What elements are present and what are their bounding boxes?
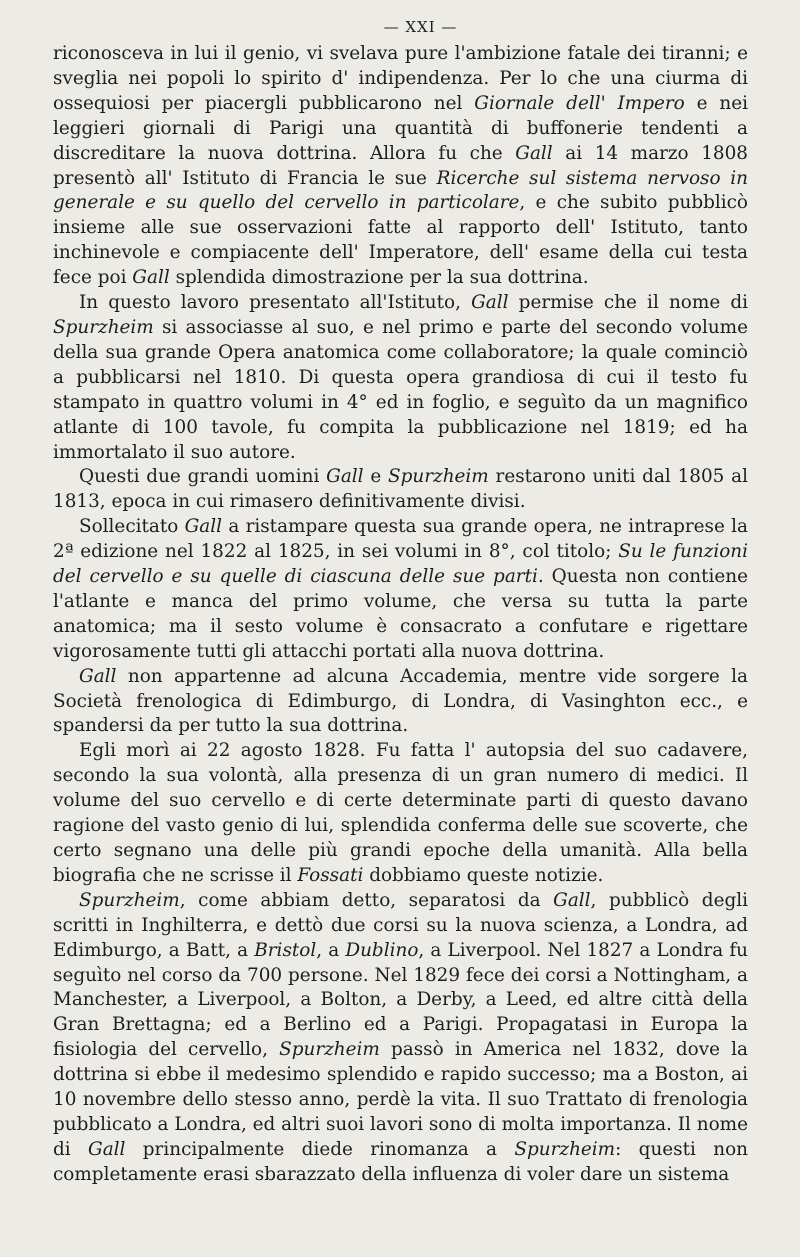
italic-text: Dublino	[345, 939, 419, 961]
text-run: non appartenne ad alcuna Accademia, mentre vide sorgere la Società frenologica di Edimburgo, di Londra, di Vasinghton ecc., e spandersi da per tutto la sua dottrina.	[53, 665, 748, 737]
text-run: e nei leggieri giornali di Parigi una quantità di buffonerie tendenti a discreditare la nuova dottrina. Allora fu che	[53, 92, 749, 164]
italic-text: Spurzheim	[514, 1138, 616, 1160]
italic-text: Gall	[184, 516, 223, 538]
paragraph	[53, 665, 748, 740]
italic-text: Ricerche sul sistema nervoso in generale e su quello del cervello in particolare	[53, 167, 748, 214]
text-run: Questa non contiene l'atlante e manca del primo volume, che versa su tutta la parte anatomica; ma il sesto volume è consacrato a confutare e rigettare vigorosamente tutti gli attacchi portati alla nuova dottrina.	[53, 566, 748, 662]
text-run: e	[363, 466, 388, 488]
italic-text: Gall	[471, 292, 509, 314]
italic-text: Su le funzioni del cervello e su quelle di ciascuna delle sue parti.	[53, 541, 749, 588]
text-run: si associasse al suo, e nel primo e parte del secondo volume della sua grande Opera anatomica come collaboratore; la quale cominciò a pubblicarsi nel 1810. Di questa opera grandiosa di cui il testo fu stampato in quattro volumi in 4° ed in foglio, e seguìto da un magnifico atlante di 100 tavole, fu compita la pubblicazione nel 1819; ed ha immortalato il suo autore.	[53, 316, 748, 463]
italic-text: Gall	[326, 466, 364, 488]
text-run: riconosceva in lui il genio, vi svelava pure l'ambizione fatale dei tiranni; e sveglia nei popoli lo spirito d' indipendenza. Per lo che una ciurma di ossequiosi per piacergli pubblicarono nel	[53, 43, 748, 114]
paragraph	[53, 42, 748, 291]
italic-text: Spurzheim	[279, 1039, 380, 1061]
italic-text: Gall	[515, 142, 553, 164]
text-run: Egli morì ai 22 agosto 1828. Fu fatta l' autopsia del suo cadavere, secondo la sua volontà, alla presenza di un gran numero di medici. Il volume del suo cervello e di certe determinate parti di questo davano ragione del vasto genio di lui, splendida conferma delle sue scoverte, che certo segnano una delle più grandi epoche della umanità. Alla bella biografia che ne scrisse il	[53, 740, 748, 886]
text-run: ai 14 marzo 1808 presentò all' Istituto di Francia le sue	[53, 142, 749, 189]
body-text	[53, 42, 748, 1188]
italic-text: Giornale dell' Impero	[474, 92, 685, 114]
text-run: , pubblicò degli scritti in Inghilterra, e dettò due corsi su la nuova scienza, a Londra, ad Edimburgo, a Batt, a	[53, 889, 748, 961]
text-run: passò in America nel 1832, dove la dottrina si ebbe il medesimo splendido e rapido successo; ma a Boston, ai 10 novembre dello stesso anno, perdè la vita. Il suo Trattato di frenologia pubblicato a Londra, ed altri suoi lavori sono di molta importanza. Il nome di	[53, 1039, 748, 1160]
italic-text: Spurzheim	[79, 889, 180, 911]
italic-text: Bristol	[254, 939, 317, 961]
paragraph	[53, 739, 748, 888]
italic-text: Gall	[79, 665, 117, 687]
text-run: , e che subito pubblicò insieme alle sue osservazioni fatte al rapporto dell' Istituto, tanto inchinevole e compiacente dell' Imperatore, dell' esame della cui testa fece poi	[53, 192, 748, 289]
italic-text: Gall	[88, 1138, 126, 1160]
text-run: , come abbiam detto, separatosi da	[179, 889, 554, 911]
italic-text: Spurzheim	[388, 466, 489, 488]
text-run: Questi due grandi uomini	[79, 466, 327, 488]
italic-text: Fossati	[297, 864, 364, 886]
italic-text: Gall	[553, 889, 591, 911]
text-run: dobbiamo queste notizie.	[363, 864, 604, 886]
paragraph	[53, 515, 748, 664]
text-run: , a Liverpool. Nel 1827 a Londra fu seguìto nel corso da 700 persone. Nel 1829 fece dei corsi a Nottingham, a Manchester, a Liverpool, a Bolton, a Derby, a Leed, ed altre città della Gran Brettagna; ed a Berlino ed a Parigi. Propagatasi in Europa la fisiologia del cervello,	[53, 939, 748, 1061]
text-run: : questi non completamente erasi sbarazzato della influenza di voler dare un sistema	[53, 1138, 748, 1185]
text-run: principalmente diede rinomanza a	[125, 1138, 515, 1160]
text-run: a ristampare questa sua grande opera, ne intraprese la 2ª edizione nel 1822 al 1825, in sei volumi in 8°, col titolo;	[53, 516, 748, 563]
italic-text: Gall	[132, 267, 170, 289]
paragraph	[53, 291, 748, 465]
paragraph	[53, 465, 748, 515]
text-run: permise che il nome di	[508, 292, 748, 314]
text-run: In questo lavoro presentato all'Istituto,	[79, 292, 472, 314]
paragraph	[53, 889, 748, 1188]
text-run: , a	[316, 939, 346, 961]
page-number: — XXI —	[383, 18, 458, 36]
text-run: restarono uniti dal 1805 al 1813, epoca in cui rimasero definitivamente divisi.	[53, 466, 749, 513]
italic-text: Spurzheim	[53, 316, 154, 338]
text-run: Sollecitato	[79, 516, 185, 538]
text-run: splendida dimostrazione per la sua dottrina.	[169, 267, 589, 289]
